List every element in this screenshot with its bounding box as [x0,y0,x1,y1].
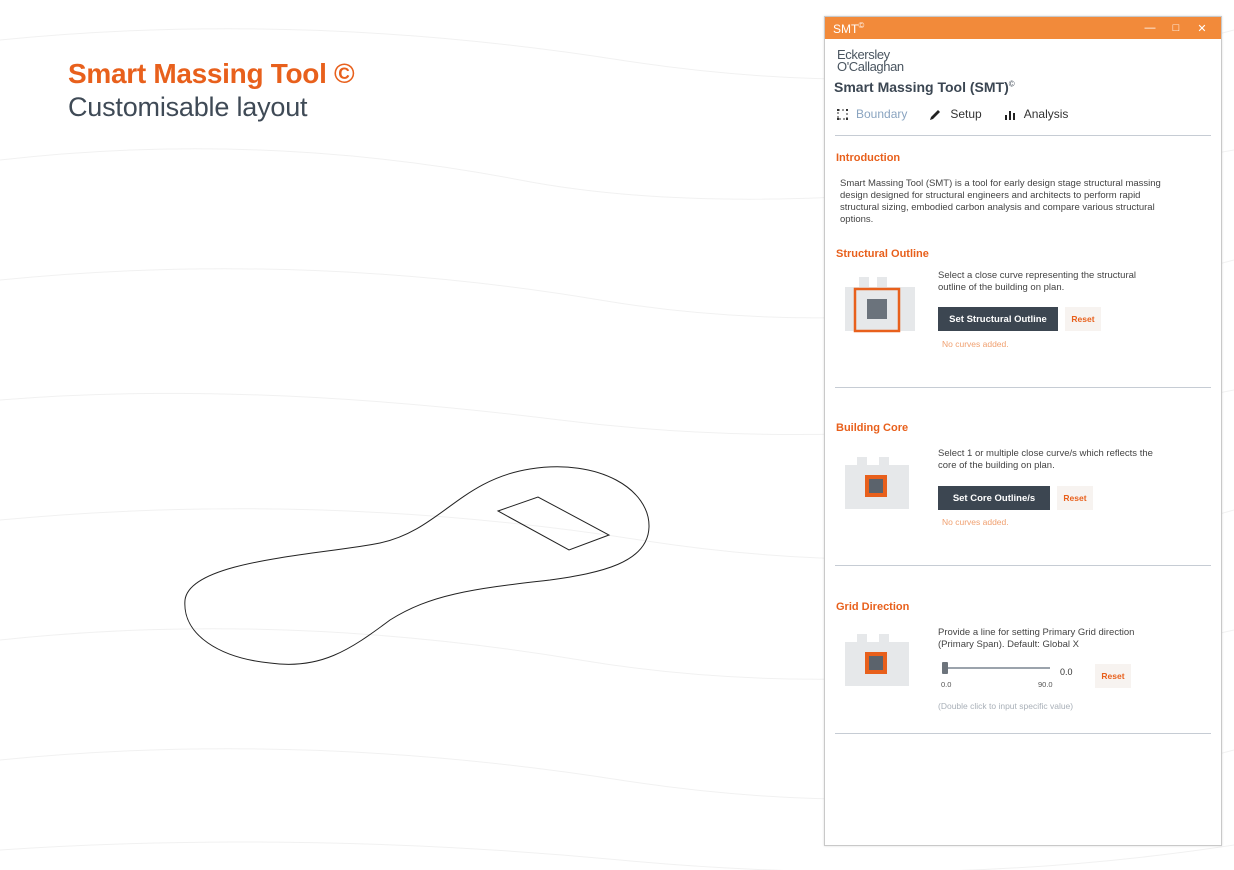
grid-direction-title: Grid Direction [836,601,910,613]
window-titlebar [825,17,1221,39]
window-title: SMT© [833,20,865,36]
app-title: Smart Massing Tool (SMT)© [834,79,1015,95]
close-icon[interactable]: ✕ [1197,22,1207,35]
grid-direction-slider-thumb[interactable] [942,662,948,674]
hero-subtitle: Customisable layout [68,92,308,122]
grid-direction-reset-button[interactable]: Reset [1095,664,1131,688]
minimize-icon[interactable]: — [1144,22,1156,34]
structural-outline-curve[interactable] [185,467,649,665]
bar-chart-icon [1004,109,1016,120]
slider-max-label: 90.0 [1038,680,1053,689]
core-outline-rect[interactable] [498,497,609,550]
divider [835,733,1211,734]
structural-outline-status: No curves added. [942,339,1009,349]
tab-analysis[interactable]: Analysis [1004,107,1069,121]
divider [835,387,1211,388]
grid-direction-slider-track[interactable] [943,667,1050,669]
slider-min-label: 0.0 [941,680,952,689]
tab-bar [837,107,1090,121]
intro-text: Smart Massing Tool (SMT) is a tool for early design stage structural massing design designed for structural engineers and architects to perform rapid structural sizing, embodied carbon analysis and compare various structural options. [840,178,1161,225]
structural-outline-reset-button[interactable]: Reset [1065,307,1101,331]
set-core-outline-button[interactable]: Set Core Outline/s [938,486,1050,510]
building-core-reset-button[interactable]: Reset [1057,486,1093,510]
structural-outline-description: Select a close curve representing the structural outline of the building on plan. [938,270,1137,293]
grid-direction-value[interactable]: 0.0 [1060,667,1073,677]
building-core-status: No curves added. [942,517,1009,527]
company-logo: Eckersley O'Callaghan [837,47,904,74]
plan-drawing [170,455,670,685]
tab-boundary[interactable]: Boundary [837,107,907,121]
pencil-icon [929,108,942,121]
grid-direction-hint: (Double click to input specific value) [938,701,1074,711]
maximize-icon[interactable]: □ [1172,22,1180,34]
structural-outline-title: Structural Outline [836,248,929,260]
hero-title: Smart Massing Tool © [68,58,355,89]
structural-outline-thumbnail [845,277,915,337]
intro-title: Introduction [836,152,901,164]
building-core-title: Building Core [836,422,909,434]
divider [835,565,1211,566]
grid-direction-description: Provide a line for setting Primary Grid direction (Primary Span). Default: Global X [938,627,1135,650]
smt-window [824,16,1222,846]
set-structural-outline-button[interactable]: Set Structural Outline [938,307,1058,331]
divider [835,135,1211,136]
grid-direction-thumbnail [845,634,909,688]
building-core-description: Select 1 or multiple close curve/s which reflects the core of the building on plan. [938,448,1153,471]
boundary-icon [837,109,848,120]
building-core-thumbnail [845,457,909,511]
tab-setup[interactable]: Setup [929,107,981,121]
